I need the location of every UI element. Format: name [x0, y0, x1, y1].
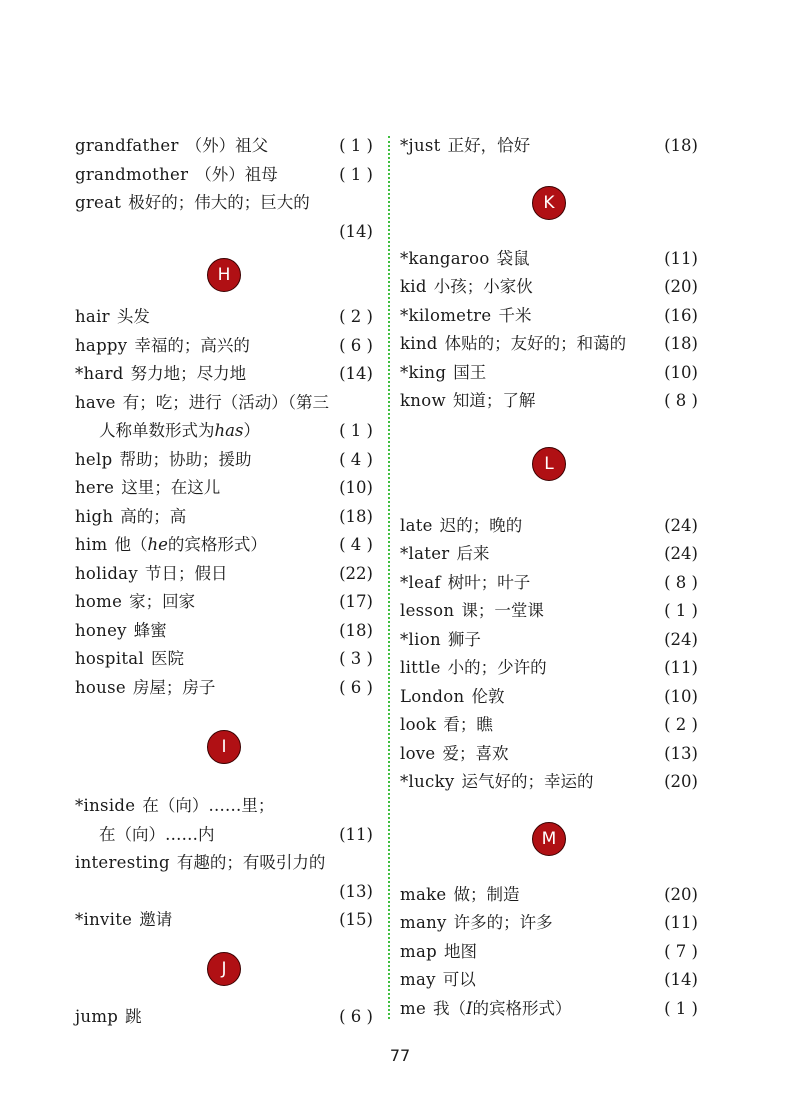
letter-badge-m: M — [532, 822, 566, 856]
entry-lucky: *lucky 运气好的；幸运的 (20) — [400, 772, 698, 791]
entry-lion: *lion 狮子 (24) — [400, 629, 698, 649]
entry-interesting-page: (13) — [339, 881, 373, 901]
entry-king: *king 国王 (10) — [400, 362, 698, 382]
letter-badge-j: J — [207, 952, 241, 986]
entry-hospital: hospital 医院 ( 3 ) — [75, 649, 373, 668]
right-column — [400, 132, 698, 1023]
entry-london: London 伦敦 (10) — [400, 686, 698, 706]
entry-him: him 他（he的宾格形式） ( 4 ) — [75, 535, 373, 554]
entry-hair: hair 头发 ( 2 ) — [75, 307, 373, 326]
entry-later: *later 后来 (24) — [400, 544, 698, 563]
entry-holiday: holiday 节日；假日 (22) — [75, 563, 373, 583]
entry-grandmother: grandmother （外）祖母 ( 1 ) — [75, 164, 373, 184]
column-divider — [388, 136, 390, 1019]
entry-kid: kid 小孩；小家伙 (20) — [400, 277, 698, 296]
entry-kind: kind 体贴的；友好的；和蔼的 (18) — [400, 334, 698, 353]
entry-many: many 许多的；许多 (11) — [400, 913, 698, 932]
entry-high: high 高的；高 (18) — [75, 506, 373, 526]
entry-love: love 爱；喜欢 (13) — [400, 743, 698, 763]
entry-look: look 看；瞧 ( 2 ) — [400, 715, 698, 734]
entry-inside: *inside 在（向）……里； — [75, 796, 275, 815]
entry-here: here 这里；在这儿 (10) — [75, 478, 373, 497]
section-m-header — [400, 797, 698, 881]
letter-badge-h: H — [207, 258, 241, 292]
entry-invite: *invite 邀请 (15) — [75, 910, 373, 929]
section-j-header — [75, 935, 373, 1003]
entry-help: help 帮助；协助；援助 ( 4 ) — [75, 449, 373, 469]
entry-home: home 家；回家 (17) — [75, 592, 373, 611]
entry-me: me 我（I的宾格形式） ( 1 ) — [400, 998, 698, 1018]
entry-hard: *hard 努力地；尽力地 (14) — [75, 364, 373, 383]
entry-late: late 迟的；晚的 (24) — [400, 515, 698, 535]
section-i-header — [75, 702, 373, 792]
section-k-header — [400, 161, 698, 245]
section-l-header — [400, 416, 698, 512]
letter-badge-k: K — [532, 186, 566, 220]
entry-little: little 小的；少许的 (11) — [400, 658, 698, 677]
entry-may: may 可以 (14) — [400, 970, 698, 989]
entry-great: great 极好的；伟大的；巨大的 — [75, 193, 310, 212]
entry-kangaroo: *kangaroo 袋鼠 (11) — [400, 248, 698, 268]
entry-know: know 知道；了解 ( 8 ) — [400, 391, 698, 410]
entry-make: make 做；制造 (20) — [400, 884, 698, 904]
letter-badge-l: L — [532, 447, 566, 481]
page-number: 77 — [389, 1046, 411, 1065]
entry-just: *just 正好，恰好 (18) — [400, 136, 698, 155]
section-h-header — [75, 246, 373, 303]
entry-jump: jump 跳 ( 6 ) — [75, 1006, 373, 1026]
entry-have: have 有；吃；进行（活动）（第三 — [75, 392, 329, 412]
letter-badge-i: I — [207, 730, 241, 764]
entry-great-page: (14) — [339, 221, 373, 241]
entry-house: house 房屋；房子 ( 6 ) — [75, 677, 373, 697]
entry-kilometre: *kilometre 千米 (16) — [400, 305, 698, 325]
left-column — [75, 132, 373, 1031]
entry-map: map 地图 ( 7 ) — [400, 941, 698, 961]
entry-honey: honey 蜂蜜 (18) — [75, 620, 373, 640]
entry-have-continued: 人称单数形式为has） ( 1 ) — [99, 421, 373, 440]
entry-happy: happy 幸福的；高兴的 ( 6 ) — [75, 335, 373, 355]
entry-interesting: interesting 有趣的；有吸引力的 — [75, 853, 326, 872]
entry-inside-continued: 在（向）……内 (11) — [99, 824, 373, 844]
entry-lesson: lesson 课；一堂课 ( 1 ) — [400, 601, 698, 620]
entry-grandfather: grandfather （外）祖父 ( 1 ) — [75, 136, 373, 155]
entry-leaf: *leaf 树叶；叶子 ( 8 ) — [400, 572, 698, 592]
